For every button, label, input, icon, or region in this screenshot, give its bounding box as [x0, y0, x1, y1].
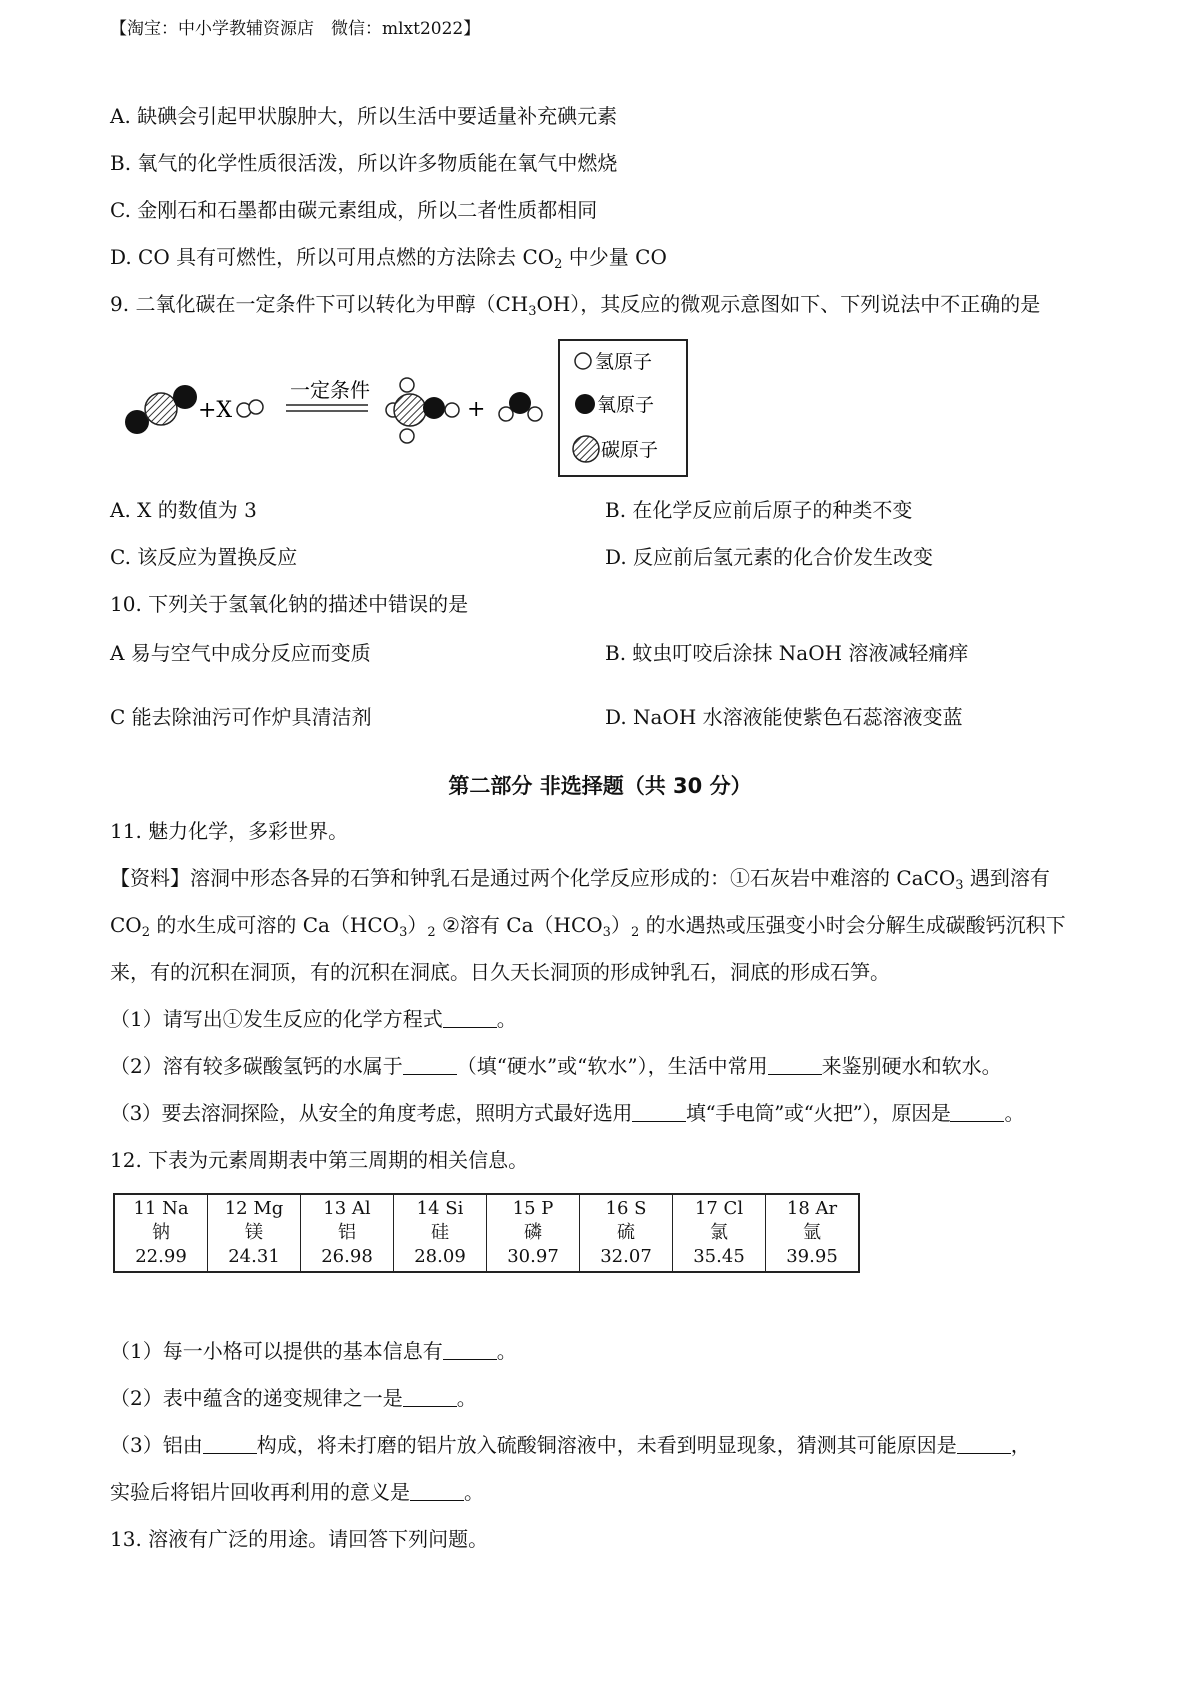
element-cell: [301, 1194, 394, 1272]
q8-option-c: C. 金刚石和石墨都由碳元素组成，所以二者性质都相同: [110, 198, 598, 222]
q11-info-line3: 来，有的沉积在洞顶，有的沉积在洞底。日久天长洞顶的形成钟乳石，洞底的形成石笋。: [110, 960, 890, 984]
element-num: 16 S: [605, 1198, 647, 1219]
element-name: 铝: [338, 1222, 356, 1243]
q11-info-line1: 【资料】溶洞中形态各异的石笋和钟乳石是通过两个化学反应形成的：①石灰岩中难溶的 CaCO$_3$ 遇到溶有: [110, 866, 1050, 893]
oxygen-atom: [423, 397, 445, 419]
legend-carbon: 碳原子: [601, 439, 659, 461]
answer-blank: [632, 1103, 686, 1122]
element-num: 12 Mg: [224, 1198, 284, 1219]
element-mass: 28.09: [414, 1246, 466, 1267]
legend-hydrogen: 氢原子: [595, 351, 653, 373]
answer-blank: [403, 1056, 457, 1075]
q9-option-a: A. X 的数值为 3: [110, 498, 257, 522]
hydrogen-atom: [528, 407, 542, 421]
answer-blank: [957, 1435, 1011, 1454]
carbon-legend-icon: [573, 436, 599, 462]
carbon-atom: [394, 394, 426, 426]
q9-stem: 9. 二氧化碳在一定条件下可以转化为甲醇$(CH_3OH)$，其反应的微观示意图如下、下列说法中不正确的是: [110, 292, 1041, 319]
hydrogen-atom: [400, 378, 414, 392]
element-cell: [208, 1194, 301, 1272]
q13-stem: 13. 溶液有广泛的用途。请回答下列问题。: [110, 1527, 489, 1551]
q10-option-d: D. NaOH 水溶液能使紫色石蕊溶液变蓝: [605, 705, 963, 729]
element-cell: [673, 1194, 766, 1272]
plus-label: +: [467, 397, 486, 422]
oxygen-legend-icon: [575, 394, 595, 414]
condition-label: 一定条件: [290, 378, 370, 402]
q12-part4: 实验后将铝片回收再利用的意义是 。: [110, 1480, 484, 1504]
element-mass: 39.95: [786, 1246, 838, 1267]
methanol-molecule: [386, 378, 459, 443]
reaction-diagram: [110, 335, 750, 485]
element-name: 钠: [152, 1222, 170, 1243]
periodic-table-row: [113, 1193, 860, 1273]
hydrogen-atom: [445, 403, 459, 417]
element-cell: [114, 1194, 208, 1272]
element-mass: 26.98: [321, 1246, 373, 1267]
q11-part3: （3）要去溶洞探险，从安全的角度考虑，照明方式最好选用 填“手电筒”或“火把”），原因是 。: [110, 1101, 1025, 1125]
hydrogen-atom: [400, 429, 414, 443]
element-name: 氩: [803, 1222, 821, 1243]
section-title: 第二部分 非选择题（共 30 分）: [448, 774, 752, 798]
q11-part1: （1）请写出①发生反应的化学方程式 。: [110, 1007, 517, 1031]
element-cell: [766, 1194, 860, 1272]
answer-blank: [443, 1009, 497, 1028]
water-molecule: [499, 392, 542, 421]
q8-option-a: A. 缺碘会引起甲状腺肿大，所以生活中要适量补充碘元素: [110, 104, 618, 128]
element-mass: 24.31: [228, 1246, 280, 1267]
element-name: 硅: [431, 1222, 449, 1243]
legend-oxygen: 氧原子: [597, 394, 655, 416]
element-num: 11 Na: [133, 1198, 189, 1219]
q9-option-d: D. 反应前后氢元素的化合价发生改变: [605, 545, 934, 569]
q12-part1: （1）每一小格可以提供的基本信息有 。: [110, 1339, 517, 1363]
q8-option-b: B. 氧气的化学性质很活泼，所以许多物质能在氧气中燃烧: [110, 151, 618, 175]
h2-molecule: [237, 400, 263, 417]
element-num: 17 Cl: [694, 1198, 744, 1219]
co2-molecule: [125, 385, 197, 434]
element-cell: [487, 1194, 580, 1272]
carbon-atom: [145, 393, 177, 425]
answer-blank: [443, 1341, 497, 1360]
answer-blank: [203, 1435, 257, 1454]
element-num: 15 P: [512, 1198, 554, 1219]
element-mass: 32.07: [600, 1246, 652, 1267]
page-header: 【淘宝：中小学教辅资源店 微信：mlxt2022】: [110, 19, 481, 39]
atom-legend: [559, 340, 687, 476]
element-mass: 22.99: [135, 1246, 187, 1267]
q12-part3: （3）铝由 构成，将未打磨的铝片放入硫酸铜溶液中，未看到明显现象，猜测其可能原因是 ，: [110, 1433, 1031, 1457]
answer-blank: [410, 1482, 464, 1501]
q9-option-b: B. 在化学反应前后原子的种类不变: [605, 498, 913, 522]
plus-x-label: +X: [198, 398, 233, 423]
element-num: 13 Al: [323, 1198, 371, 1219]
answer-blank: [768, 1056, 822, 1075]
hydrogen-legend-icon: [575, 353, 591, 369]
q11-stem: 11. 魅力化学，多彩世界。: [110, 819, 349, 843]
element-name: 硫: [617, 1222, 635, 1243]
element-cell: [580, 1194, 673, 1272]
q12-part2: （2）表中蕴含的递变规律之一是 。: [110, 1386, 477, 1410]
q10-stem: 10. 下列关于氢氧化钠的描述中错误的是: [110, 592, 469, 616]
element-name: 磷: [524, 1222, 542, 1243]
element-name: 镁: [245, 1222, 263, 1243]
q10-option-a: A 易与空气中成分反应而变质: [110, 641, 371, 665]
q9-option-c: C. 该反应为置换反应: [110, 545, 298, 569]
element-mass: 30.97: [507, 1246, 559, 1267]
hydrogen-atom: [249, 400, 263, 414]
q10-option-c: C 能去除油污可作炉具清洁剂: [110, 705, 372, 729]
answer-blank: [403, 1388, 457, 1407]
element-num: 18 Ar: [786, 1198, 838, 1219]
oxygen-atom: [173, 385, 197, 409]
q10-option-b: B. 蚊虫叮咬后涂抹 NaOH 溶液减轻痛痒: [605, 641, 969, 665]
q11-part2: （2）溶有较多碳酸氢钙的水属于 （填“硬水”或“软水”），生活中常用 来鉴别硬水和软水。: [110, 1054, 1002, 1078]
oxygen-atom: [509, 392, 531, 414]
q11-info-line2: $CO_2$ 的水生成可溶的 $Ca(HCO_3)_2$ ②溶有 $Ca(HCO_3)_2$ 的水遇热或压强变小时会分解生成碳酸钙沉积下: [110, 913, 1066, 940]
q8-option-d: D. CO 具有可燃性，所以可用点燃的方法除去 $CO_2$ 中少量 CO: [110, 245, 667, 272]
element-name: 氯: [710, 1222, 728, 1243]
element-num: 14 Si: [416, 1198, 464, 1219]
answer-blank: [950, 1103, 1004, 1122]
element-mass: 35.45: [693, 1246, 745, 1267]
q12-stem: 12. 下表为元素周期表中第三周期的相关信息。: [110, 1148, 529, 1172]
element-cell: [394, 1194, 487, 1272]
